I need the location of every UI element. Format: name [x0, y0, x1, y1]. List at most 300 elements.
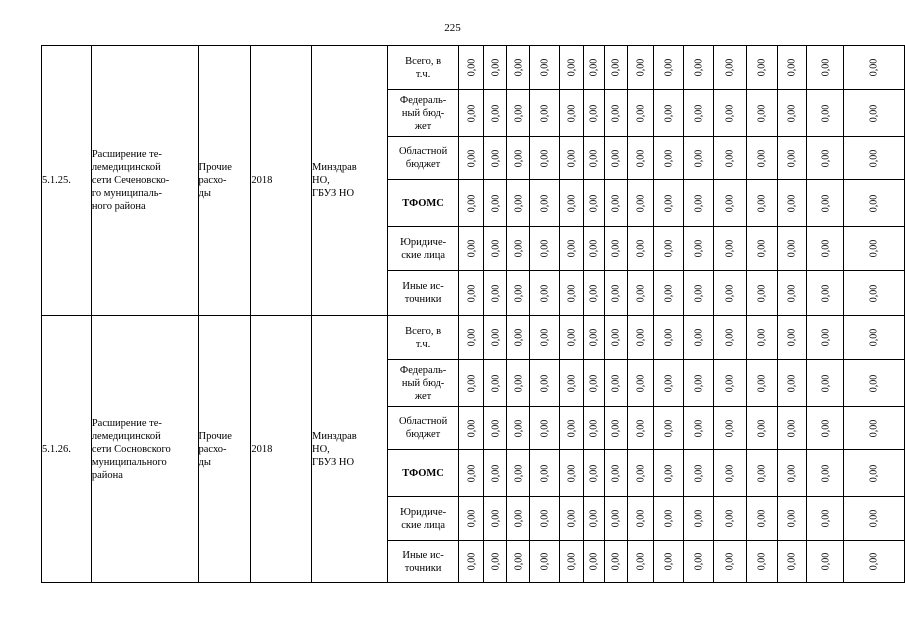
- funding-value: 0,00: [512, 104, 524, 122]
- funding-value-cell: [560, 360, 584, 407]
- funding-value-cell: [560, 450, 584, 497]
- funding-value: 0,00: [724, 104, 736, 122]
- funding-value-cell: [844, 90, 905, 137]
- funding-value: 0,00: [635, 284, 647, 302]
- funding-source-label: Всего, в т.ч.: [387, 46, 459, 90]
- funding-value-cell: [683, 271, 713, 316]
- funding-value: 0,00: [635, 149, 647, 167]
- funding-value-cell: [530, 180, 560, 227]
- funding-value-cell: [484, 316, 507, 360]
- funding-value: 0,00: [566, 58, 578, 77]
- funding-value-cell: [560, 137, 584, 180]
- funding-value: 0,00: [610, 509, 622, 528]
- funding-value: 0,00: [588, 328, 600, 347]
- funding-value-cell: [683, 227, 713, 271]
- funding-value: 0,00: [724, 374, 736, 392]
- funding-value: 0,00: [756, 104, 768, 122]
- funding-value-cell: [530, 541, 560, 583]
- funding-value: 0,00: [489, 149, 501, 167]
- funding-value-cell: [746, 227, 777, 271]
- funding-value-cell: [654, 450, 684, 497]
- funding-value: 0,00: [724, 58, 736, 77]
- funding-value-cell: [807, 46, 844, 90]
- funding-value-cell: [484, 137, 507, 180]
- funding-value-cell: [628, 137, 654, 180]
- funding-value: 0,00: [588, 239, 600, 258]
- funding-value-cell: [628, 407, 654, 450]
- funding-value-cell: [530, 407, 560, 450]
- funding-value: 0,00: [610, 239, 622, 258]
- funding-value: 0,00: [588, 419, 600, 437]
- funding-value-cell: [507, 497, 530, 541]
- funding-value-cell: [605, 407, 628, 450]
- funding-value-cell: [507, 46, 530, 90]
- item-executor: Минздрав НО, ГБУЗ НО: [311, 46, 387, 316]
- funding-value-cell: [628, 360, 654, 407]
- funding-value: 0,00: [465, 194, 477, 212]
- funding-value: 0,00: [566, 149, 578, 167]
- funding-value-cell: [713, 450, 746, 497]
- funding-value: 0,00: [489, 239, 501, 258]
- funding-value: 0,00: [512, 284, 524, 302]
- funding-value-cell: [777, 316, 807, 360]
- funding-value-cell: [584, 450, 605, 497]
- funding-value-cell: [459, 450, 484, 497]
- funding-value-cell: [746, 360, 777, 407]
- funding-value: 0,00: [465, 104, 477, 122]
- funding-value-cell: [459, 46, 484, 90]
- funding-value: 0,00: [692, 58, 704, 77]
- funding-value-cell: [530, 360, 560, 407]
- funding-value: 0,00: [489, 419, 501, 437]
- funding-value: 0,00: [786, 419, 798, 437]
- funding-value-cell: [459, 137, 484, 180]
- funding-value-cell: [777, 497, 807, 541]
- funding-value-cell: [628, 46, 654, 90]
- funding-value: 0,00: [868, 284, 880, 302]
- funding-value-cell: [844, 137, 905, 180]
- funding-value-cell: [713, 497, 746, 541]
- funding-value: 0,00: [819, 328, 831, 347]
- funding-source-label: Иные ис- точники: [387, 541, 459, 583]
- funding-value: 0,00: [756, 284, 768, 302]
- funding-value: 0,00: [588, 58, 600, 77]
- funding-value-cell: [484, 450, 507, 497]
- funding-value: 0,00: [512, 58, 524, 77]
- funding-value: 0,00: [662, 194, 674, 212]
- funding-value: 0,00: [512, 509, 524, 528]
- table-row: [42, 316, 905, 360]
- funding-value: 0,00: [489, 58, 501, 77]
- funding-value-cell: [654, 46, 684, 90]
- funding-value-cell: [584, 137, 605, 180]
- funding-value-cell: [844, 360, 905, 407]
- funding-value-cell: [628, 450, 654, 497]
- funding-value-cell: [844, 316, 905, 360]
- funding-value-cell: [844, 46, 905, 90]
- funding-value-cell: [807, 360, 844, 407]
- funding-value: 0,00: [662, 328, 674, 347]
- funding-value: 0,00: [610, 419, 622, 437]
- funding-value: 0,00: [786, 149, 798, 167]
- funding-value: 0,00: [465, 58, 477, 77]
- funding-value-cell: [807, 497, 844, 541]
- funding-value-cell: [628, 227, 654, 271]
- funding-value: 0,00: [724, 552, 736, 571]
- funding-value-cell: [530, 316, 560, 360]
- expense-type: Прочие расхо- ды: [198, 46, 251, 316]
- funding-value: 0,00: [465, 419, 477, 437]
- funding-value-cell: [713, 46, 746, 90]
- funding-value: 0,00: [588, 284, 600, 302]
- funding-value: 0,00: [465, 149, 477, 167]
- funding-value-cell: [459, 497, 484, 541]
- funding-value-cell: [605, 541, 628, 583]
- funding-value: 0,00: [819, 239, 831, 258]
- funding-value-cell: [484, 180, 507, 227]
- funding-value: 0,00: [724, 419, 736, 437]
- funding-value: 0,00: [756, 239, 768, 258]
- funding-value: 0,00: [635, 552, 647, 571]
- funding-value: 0,00: [819, 58, 831, 77]
- funding-value: 0,00: [868, 239, 880, 258]
- funding-value: 0,00: [724, 464, 736, 482]
- funding-value-cell: [807, 316, 844, 360]
- funding-value: 0,00: [692, 374, 704, 392]
- funding-value: 0,00: [610, 464, 622, 482]
- funding-value-cell: [605, 90, 628, 137]
- funding-value-cell: [777, 360, 807, 407]
- funding-value-cell: [584, 271, 605, 316]
- funding-value: 0,00: [635, 464, 647, 482]
- funding-value-cell: [777, 407, 807, 450]
- funding-value-cell: [628, 180, 654, 227]
- funding-value-cell: [459, 90, 484, 137]
- funding-value: 0,00: [692, 328, 704, 347]
- funding-value-cell: [584, 360, 605, 407]
- funding-value-cell: [530, 497, 560, 541]
- funding-value-cell: [459, 227, 484, 271]
- funding-value: 0,00: [588, 149, 600, 167]
- funding-value: 0,00: [539, 284, 551, 302]
- funding-value: 0,00: [539, 464, 551, 482]
- funding-value: 0,00: [610, 552, 622, 571]
- funding-value: 0,00: [692, 149, 704, 167]
- funding-value: 0,00: [724, 194, 736, 212]
- funding-value-cell: [746, 180, 777, 227]
- funding-value: 0,00: [512, 419, 524, 437]
- funding-value-cell: [507, 227, 530, 271]
- funding-value: 0,00: [724, 284, 736, 302]
- funding-source-label: Юридиче- ские лица: [387, 497, 459, 541]
- funding-value-cell: [777, 271, 807, 316]
- funding-value-cell: [605, 137, 628, 180]
- funding-value: 0,00: [868, 552, 880, 571]
- funding-value-cell: [484, 497, 507, 541]
- funding-value-cell: [654, 180, 684, 227]
- funding-value-cell: [484, 271, 507, 316]
- funding-value-cell: [844, 227, 905, 271]
- funding-value-cell: [560, 497, 584, 541]
- funding-value: 0,00: [724, 149, 736, 167]
- funding-value-cell: [507, 450, 530, 497]
- funding-value: 0,00: [692, 104, 704, 122]
- funding-value-cell: [777, 180, 807, 227]
- funding-value: 0,00: [662, 284, 674, 302]
- funding-value: 0,00: [756, 149, 768, 167]
- funding-value: 0,00: [539, 328, 551, 347]
- funding-value: 0,00: [692, 509, 704, 528]
- funding-value-cell: [844, 450, 905, 497]
- funding-value-cell: [584, 407, 605, 450]
- funding-value-cell: [844, 497, 905, 541]
- funding-value-cell: [683, 180, 713, 227]
- funding-value-cell: [507, 541, 530, 583]
- funding-value-cell: [584, 90, 605, 137]
- funding-value-cell: [530, 450, 560, 497]
- funding-value-cell: [459, 541, 484, 583]
- funding-value-cell: [584, 180, 605, 227]
- funding-value-cell: [683, 46, 713, 90]
- funding-value: 0,00: [786, 328, 798, 347]
- funding-value: 0,00: [868, 419, 880, 437]
- funding-value-cell: [713, 271, 746, 316]
- funding-value-cell: [484, 407, 507, 450]
- funding-value: 0,00: [724, 239, 736, 258]
- funding-value: 0,00: [662, 374, 674, 392]
- funding-value: 0,00: [489, 374, 501, 392]
- funding-value-cell: [484, 46, 507, 90]
- funding-value: 0,00: [539, 374, 551, 392]
- funding-value: 0,00: [692, 552, 704, 571]
- funding-value: 0,00: [512, 149, 524, 167]
- funding-value: 0,00: [465, 284, 477, 302]
- funding-value-cell: [507, 360, 530, 407]
- funding-value-cell: [530, 90, 560, 137]
- funding-value: 0,00: [539, 239, 551, 258]
- funding-value: 0,00: [868, 149, 880, 167]
- funding-value: 0,00: [692, 194, 704, 212]
- page-number: 225: [444, 22, 461, 34]
- funding-value-cell: [844, 180, 905, 227]
- funding-value: 0,00: [566, 194, 578, 212]
- funding-value: 0,00: [635, 374, 647, 392]
- funding-source-label: Федераль- ный бюд- жет: [387, 90, 459, 137]
- funding-value: 0,00: [610, 328, 622, 347]
- funding-value-cell: [807, 227, 844, 271]
- funding-value: 0,00: [819, 194, 831, 212]
- funding-value: 0,00: [724, 509, 736, 528]
- funding-value: 0,00: [819, 509, 831, 528]
- funding-value: 0,00: [489, 328, 501, 347]
- item-code: 5.1.26.: [42, 316, 92, 583]
- funding-value-cell: [584, 541, 605, 583]
- funding-value-cell: [484, 541, 507, 583]
- funding-table: [41, 45, 905, 583]
- funding-value: 0,00: [819, 464, 831, 482]
- funding-value-cell: [484, 360, 507, 407]
- funding-value-cell: [628, 271, 654, 316]
- funding-value: 0,00: [512, 194, 524, 212]
- funding-value: 0,00: [786, 284, 798, 302]
- funding-value-cell: [484, 227, 507, 271]
- funding-source-label: Областной бюджет: [387, 407, 459, 450]
- funding-value: 0,00: [566, 239, 578, 258]
- funding-value: 0,00: [635, 328, 647, 347]
- funding-value: 0,00: [786, 552, 798, 571]
- funding-value: 0,00: [465, 464, 477, 482]
- funding-value-cell: [713, 90, 746, 137]
- funding-value: 0,00: [819, 104, 831, 122]
- funding-value: 0,00: [588, 509, 600, 528]
- funding-value: 0,00: [635, 239, 647, 258]
- funding-value: 0,00: [756, 419, 768, 437]
- funding-value: 0,00: [489, 284, 501, 302]
- funding-value-cell: [777, 450, 807, 497]
- funding-value-cell: [654, 360, 684, 407]
- funding-value: 0,00: [610, 104, 622, 122]
- funding-value-cell: [459, 360, 484, 407]
- funding-value-cell: [530, 137, 560, 180]
- funding-value-cell: [683, 90, 713, 137]
- funding-value-cell: [746, 497, 777, 541]
- funding-value-cell: [807, 180, 844, 227]
- funding-value: 0,00: [489, 104, 501, 122]
- funding-source-label: Юридиче- ские лица: [387, 227, 459, 271]
- funding-value: 0,00: [692, 419, 704, 437]
- funding-value: 0,00: [489, 194, 501, 212]
- funding-value-cell: [746, 316, 777, 360]
- funding-value: 0,00: [512, 464, 524, 482]
- funding-value-cell: [560, 46, 584, 90]
- funding-value-cell: [584, 316, 605, 360]
- funding-value-cell: [459, 407, 484, 450]
- funding-value-cell: [683, 497, 713, 541]
- funding-value: 0,00: [819, 374, 831, 392]
- funding-value-cell: [584, 227, 605, 271]
- funding-value-cell: [746, 450, 777, 497]
- funding-value: 0,00: [819, 419, 831, 437]
- funding-value: 0,00: [756, 58, 768, 77]
- funding-value-cell: [683, 316, 713, 360]
- funding-value-cell: [844, 541, 905, 583]
- funding-value-cell: [459, 271, 484, 316]
- funding-value-cell: [713, 541, 746, 583]
- item-code: 5.1.25.: [42, 46, 92, 316]
- funding-value: 0,00: [868, 194, 880, 212]
- funding-value: 0,00: [868, 509, 880, 528]
- expense-type: Прочие расхо- ды: [198, 316, 251, 583]
- funding-value: 0,00: [786, 58, 798, 77]
- funding-value: 0,00: [756, 328, 768, 347]
- funding-value: 0,00: [662, 58, 674, 77]
- funding-value: 0,00: [610, 149, 622, 167]
- item-name: Расширение те- лемедицинской сети Сеченовско- го муниципаль- ного района: [91, 46, 198, 316]
- funding-value: 0,00: [588, 104, 600, 122]
- funding-value: 0,00: [724, 328, 736, 347]
- funding-value: 0,00: [610, 374, 622, 392]
- funding-value-cell: [654, 316, 684, 360]
- funding-value: 0,00: [566, 284, 578, 302]
- funding-value-cell: [654, 541, 684, 583]
- funding-value-cell: [560, 90, 584, 137]
- funding-value-cell: [746, 90, 777, 137]
- funding-value-cell: [605, 360, 628, 407]
- funding-value-cell: [746, 137, 777, 180]
- funding-value-cell: [560, 316, 584, 360]
- funding-value: 0,00: [489, 509, 501, 528]
- funding-value: 0,00: [465, 374, 477, 392]
- funding-value-cell: [807, 541, 844, 583]
- funding-value: 0,00: [489, 552, 501, 571]
- funding-value-cell: [713, 137, 746, 180]
- funding-value-cell: [584, 497, 605, 541]
- funding-value-cell: [746, 46, 777, 90]
- funding-value: 0,00: [635, 419, 647, 437]
- funding-value-cell: [560, 407, 584, 450]
- funding-value-cell: [807, 450, 844, 497]
- funding-value-cell: [777, 227, 807, 271]
- funding-value-cell: [777, 46, 807, 90]
- funding-value-cell: [560, 271, 584, 316]
- funding-value-cell: [459, 180, 484, 227]
- funding-value: 0,00: [819, 149, 831, 167]
- funding-value: 0,00: [756, 194, 768, 212]
- funding-value: 0,00: [819, 284, 831, 302]
- funding-value-cell: [746, 407, 777, 450]
- funding-value: 0,00: [539, 104, 551, 122]
- funding-value-cell: [507, 407, 530, 450]
- funding-value-cell: [605, 180, 628, 227]
- funding-value: 0,00: [868, 58, 880, 77]
- funding-value-cell: [777, 541, 807, 583]
- funding-value-cell: [654, 497, 684, 541]
- funding-value: 0,00: [786, 509, 798, 528]
- funding-value-cell: [713, 360, 746, 407]
- funding-value: 0,00: [692, 284, 704, 302]
- funding-value: 0,00: [868, 464, 880, 482]
- funding-value: 0,00: [662, 509, 674, 528]
- funding-value-cell: [459, 316, 484, 360]
- funding-value-cell: [654, 407, 684, 450]
- funding-value: 0,00: [610, 58, 622, 77]
- funding-value: 0,00: [868, 104, 880, 122]
- funding-source-label: Всего, в т.ч.: [387, 316, 459, 360]
- funding-value-cell: [713, 227, 746, 271]
- funding-value-cell: [484, 90, 507, 137]
- funding-value-cell: [683, 360, 713, 407]
- funding-value-cell: [683, 407, 713, 450]
- funding-value: 0,00: [588, 464, 600, 482]
- funding-value: 0,00: [635, 509, 647, 528]
- funding-value-cell: [560, 541, 584, 583]
- funding-value: 0,00: [539, 419, 551, 437]
- funding-value: 0,00: [512, 328, 524, 347]
- funding-value: 0,00: [868, 374, 880, 392]
- funding-value-cell: [628, 541, 654, 583]
- funding-value-cell: [605, 227, 628, 271]
- funding-value-cell: [807, 407, 844, 450]
- funding-value-cell: [683, 137, 713, 180]
- funding-value-cell: [777, 137, 807, 180]
- funding-value-cell: [713, 407, 746, 450]
- funding-value: 0,00: [610, 194, 622, 212]
- funding-value-cell: [605, 271, 628, 316]
- funding-value: 0,00: [512, 239, 524, 258]
- funding-value-cell: [654, 227, 684, 271]
- funding-value-cell: [605, 316, 628, 360]
- table-row: [42, 46, 905, 90]
